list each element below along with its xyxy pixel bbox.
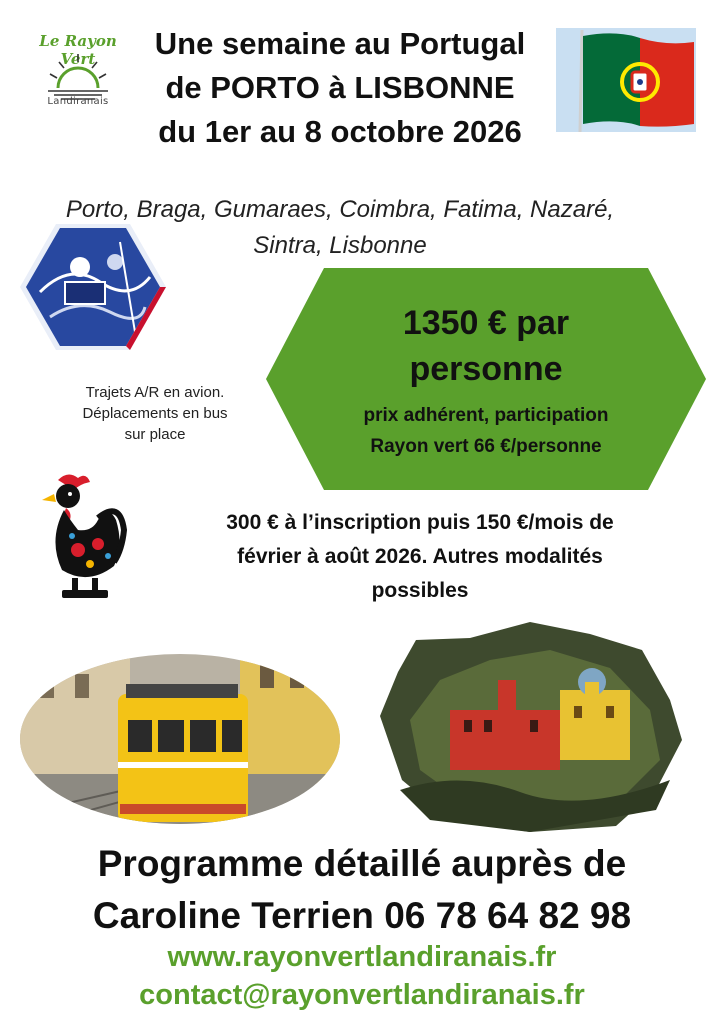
transport-line-2: Déplacements en bus [82, 405, 228, 422]
portugal-flag-icon [556, 28, 696, 132]
title-line-3: du 1er au 8 octobre 2026 [158, 114, 522, 149]
club-logo [28, 28, 128, 128]
program-line-1: Programme détaillé auprès de [97, 843, 627, 884]
price-amount [266, 300, 706, 392]
transport-info [40, 382, 270, 445]
title-line-2: de PORTO à LISBONNE [165, 70, 515, 105]
price-details [266, 400, 706, 462]
lisbon-tram-photo [20, 654, 340, 824]
payment-line-1: 300 € à l’inscription puis 150 €/mois de [226, 511, 614, 534]
transport-line-3: sur place [124, 426, 186, 443]
cities-line-1: Porto, Braga, Gumaraes, Coimbra, Fatima, Nazaré, [65, 196, 615, 223]
email-link[interactable]: contact@rayonvertlandiranais.fr [139, 979, 585, 1011]
pena-palace-photo [380, 620, 682, 832]
price-line-2: personne [409, 350, 563, 388]
program-contact [20, 838, 704, 942]
cities-line-2: Sintra, Lisbonne [253, 232, 427, 259]
azulejo-tile-icon [20, 222, 166, 352]
program-line-2: Caroline Terrien 06 78 64 82 98 [92, 895, 632, 936]
barcelos-rooster-icon [28, 470, 128, 602]
contact-links [20, 938, 704, 1014]
page-title [130, 22, 550, 154]
title-line-1: Une semaine au Portugal [154, 26, 526, 61]
price-line-1: 1350 € par [402, 304, 570, 342]
payment-line-2: février à août 2026. Autres modalités [237, 545, 603, 568]
sunrise-logo-icon [28, 28, 128, 128]
payment-line-3: possibles [371, 579, 469, 602]
payment-terms [150, 506, 690, 608]
logo-name-top: Le Rayon Vert [39, 32, 117, 68]
price-sub-2: Rayon vert 66 €/personne [370, 436, 602, 457]
logo-name-bottom: Landiranais [47, 96, 109, 107]
price-sub-1: prix adhérent, participation [363, 405, 609, 426]
website-link[interactable]: www.rayonvertlandiranais.fr [167, 941, 557, 973]
transport-line-1: Trajets A/R en avion. [85, 384, 225, 401]
